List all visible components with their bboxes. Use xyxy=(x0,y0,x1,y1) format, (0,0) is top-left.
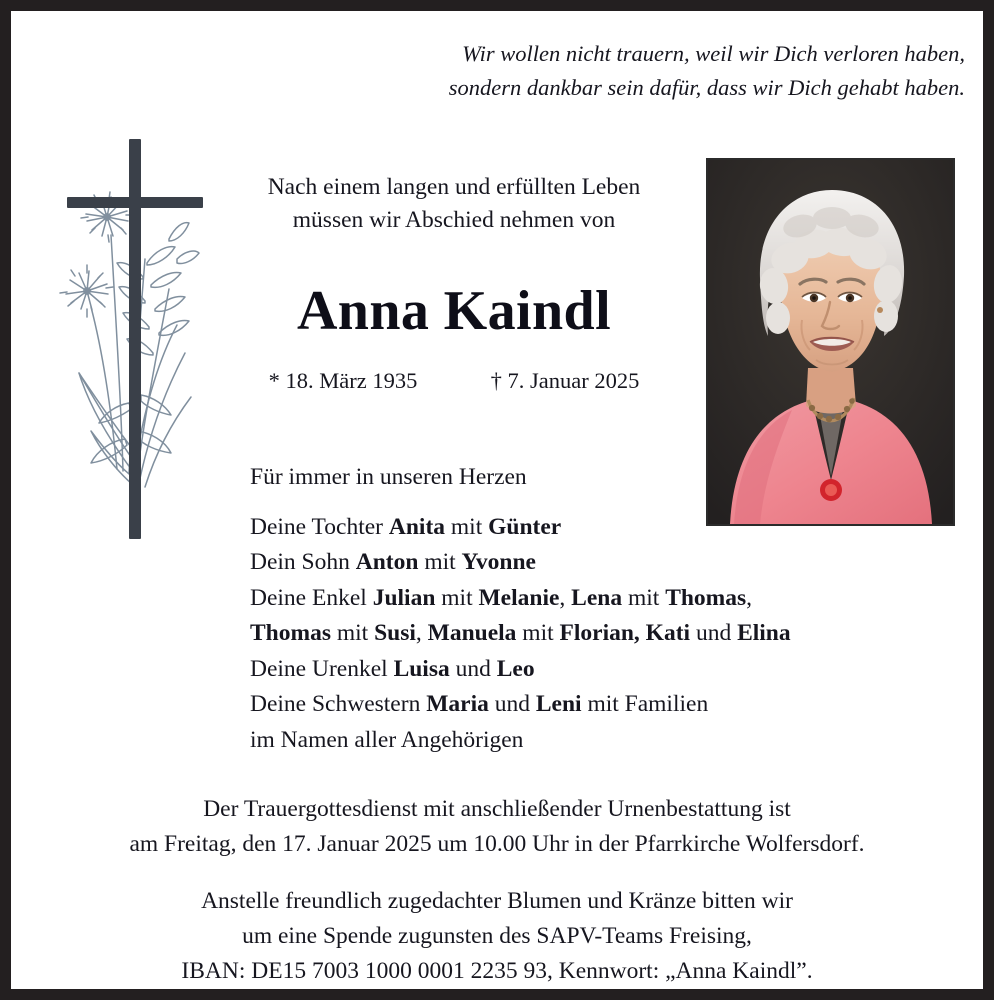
family-member-name: Thomas xyxy=(250,620,331,646)
family-connector-text: und xyxy=(449,655,497,682)
family-member-name: Yvonne xyxy=(461,549,536,575)
family-connector-text: mit xyxy=(418,549,462,575)
family-line xyxy=(250,652,950,688)
family-connector-text: , xyxy=(559,584,572,611)
family-connector-text: mit xyxy=(445,513,489,540)
donation-line-2: um eine Spende zugunsten des SAPV-Teams Freising, xyxy=(242,923,752,949)
intro-line-1: Nach einem langen und erfüllten Leben xyxy=(267,174,641,200)
family-heading: Für immer in unseren Herzen xyxy=(250,464,527,490)
family-line xyxy=(250,545,950,581)
family-member-name: Melanie xyxy=(478,584,560,611)
family-connector-text: Dein Sohn xyxy=(250,549,356,575)
deceased-name: Anna Kaindl xyxy=(296,280,612,342)
family-member-name: Leni xyxy=(535,691,582,717)
epigraph-line-1: Wir wollen nicht trauern, weil wir Dich verloren haben, xyxy=(462,41,965,66)
family-connector-text: Deine Schwestern xyxy=(250,691,427,717)
family-line xyxy=(250,510,950,546)
family-block xyxy=(250,460,950,758)
service-line-1: Der Trauergottesdienst mit anschließender Urnenbestattung ist xyxy=(203,796,791,822)
family-connector-text: mit xyxy=(622,584,666,611)
family-connector-text: mit xyxy=(435,584,479,611)
epigraph xyxy=(11,37,965,105)
family-member-name: Susi xyxy=(374,620,416,646)
family-connector-text: mit Familien xyxy=(581,691,709,717)
family-line xyxy=(250,687,950,723)
family-member-name: Günter xyxy=(488,513,562,540)
notice-sheet xyxy=(11,11,983,989)
family-member-name: Maria xyxy=(426,691,489,717)
family-member-name: Lena xyxy=(571,584,623,611)
donation-line-1: Anstelle freundlich zugedachter Blumen und Kränze bitten wir xyxy=(201,888,793,914)
family-member-name: Anita xyxy=(388,513,446,540)
family-connector-text: Deine Enkel xyxy=(250,584,373,611)
family-connector-text: Deine Urenkel xyxy=(250,655,394,682)
family-member-name: Thomas xyxy=(665,584,747,611)
death-date: † 7. Januar 2025 xyxy=(490,368,640,393)
family-line xyxy=(250,581,950,617)
family-member-name: Julian xyxy=(372,584,436,611)
family-connector-text: und xyxy=(690,620,738,646)
family-lines xyxy=(250,510,950,759)
family-line xyxy=(250,723,950,759)
donation-iban-line: IBAN: DE15 7003 1000 0001 2235 93, Kennwort: „Anna Kaindl”. xyxy=(181,958,813,984)
family-connector-text: Deine Tochter xyxy=(250,513,389,540)
family-member-name: Leo xyxy=(496,655,535,682)
family-member-name: Manuela xyxy=(427,620,517,646)
intro-line-2: müssen wir Abschied nehmen von xyxy=(292,207,616,233)
family-connector-text: mit xyxy=(330,620,375,646)
service-line-2: am Freitag, den 17. Januar 2025 um 10.00 Uhr in der Pfarrkirche Wolfersdorf. xyxy=(129,831,865,857)
intro-text xyxy=(207,171,701,237)
family-connector-text: mit xyxy=(516,620,560,646)
donation-details xyxy=(11,884,983,989)
family-member-name: Luisa xyxy=(393,655,450,682)
family-line xyxy=(250,616,950,652)
family-member-name: Florian, Kati xyxy=(559,620,691,646)
family-connector-text: , xyxy=(415,620,428,646)
life-dates xyxy=(207,368,701,394)
family-member-name: Elina xyxy=(737,620,791,646)
family-connector-text: und xyxy=(488,691,536,717)
epigraph-line-2: sondern dankbar sein dafür, dass wir Dich gehabt haben. xyxy=(448,75,965,100)
service-details xyxy=(11,792,983,862)
family-connector-text: , xyxy=(746,584,753,611)
birth-date: * 18. März 1935 xyxy=(268,368,418,393)
family-connector-text: im Namen aller Angehörigen xyxy=(250,726,524,753)
cross-icon xyxy=(67,139,203,539)
family-member-name: Anton xyxy=(355,549,419,575)
